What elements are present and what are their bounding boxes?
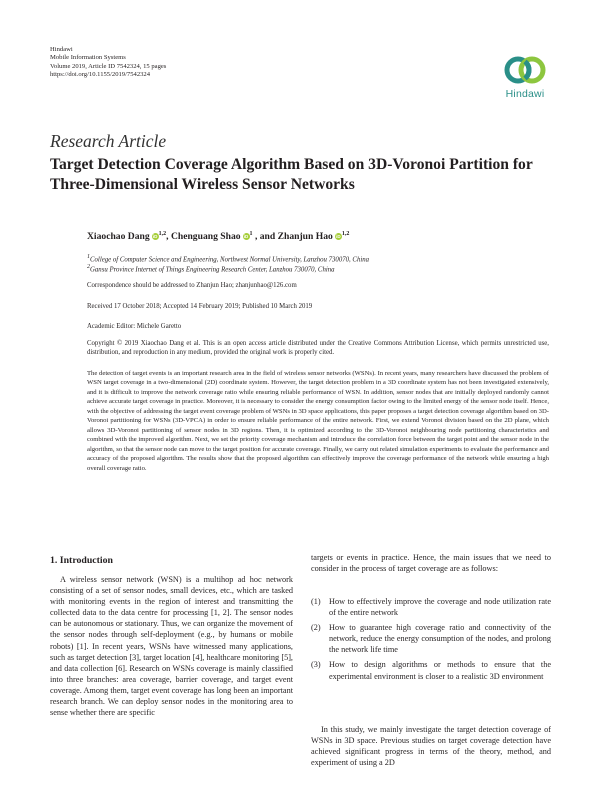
- affiliation-number: 1: [87, 254, 90, 260]
- list-item-text: How to guarantee high coverage ratio and connectivity of the network, reduce the energy consumption of the nodes, and prolong the network life time: [329, 623, 551, 655]
- list-item-text: How to design algorithms or methods to ensure that the experimental environment is closer to a realistic 3D environment: [329, 660, 551, 681]
- affiliation-text: Gansu Province Internet of Things Engineering Research Center, Lanzhou 730070, China: [90, 266, 335, 274]
- orcid-icon[interactable]: iD: [152, 234, 158, 240]
- affiliation-number: 2: [87, 264, 90, 270]
- author-affiliation: 1,2: [341, 231, 350, 237]
- abstract: The detection of target events is an important research area in the field of wireless sensor networks (WSNs). In recent years, many researchers have discussed the problem of WSN target coverage in a two-dimensional (2D) coordinate system. However, the target detection problem in a 3D coordinate system has not been investigated extensively, and it is difficult to improve the network coverage ratio while ensuring reliable performance of WSN. In addition, sensor nodes that are initially deployed randomly cannot achieve accurate target coverage in practice. Moreover, it is necessary to consider the energy consumption factor owing to the limited energy of the sensor node itself. Hence, with the objective of addressing the target event coverage problem of WSNs in 3D space applications, this paper proposes a target detection coverage algorithm based on 3D-Voronoi partitioning for WSNs (3D-VPCA) in order to ensure reliable performance of the entire network. First, we extend Voronoi division based on the 2D plane, which allows 3D-Voronoi partitioning of sensor nodes in 3D regions. Then, it is optimized according to the 3D-Voronoi neighbouring node partitioning characteristics and combined with the improved algorithm. Next, we set the priority coverage mechanism and introduce the correlation force between the target point and the sensor node in the algorithm, so that the sensor node can move to the target position for accurate coverage. Finally, we carry out related simulation experiments to evaluate the performance and accuracy of the proposed algorithm. The results show that the proposed algorithm can effectively improve the coverage performance of the network while ensuring a high overall coverage ratio.: [87, 370, 549, 472]
- journal-name: Mobile Information Systems: [50, 54, 126, 62]
- issues-list: [311, 596, 551, 686]
- publication-dates: Received 17 October 2018; Accepted 14 February 2019; Published 10 March 2019: [87, 303, 313, 310]
- affiliation-1: [87, 254, 369, 263]
- affiliation-2: [87, 264, 335, 273]
- intro-paragraph-right: targets or events in practice. Hence, the main issues that we need to consider in the process of target coverage are as follows:: [311, 553, 551, 574]
- author-separator: , and: [254, 231, 276, 243]
- list-item-number: (3): [311, 660, 321, 670]
- author-separator: ,: [166, 231, 169, 243]
- author-affiliation: 1: [249, 231, 253, 237]
- hindawi-logo: [497, 52, 553, 104]
- orcid-icon[interactable]: iD: [336, 234, 341, 240]
- doi-link[interactable]: https://doi.org/10.1155/2019/7542324: [50, 71, 151, 79]
- hindawi-logo-icon: [497, 52, 553, 88]
- article-type: Research Article: [50, 131, 167, 151]
- hindawi-logo-text: Hindawi: [505, 88, 545, 100]
- orcid-icon[interactable]: iD: [243, 234, 249, 240]
- journal-meta: [50, 46, 166, 80]
- list-item-text: How to effectively improve the coverage and node utilization rate of the entire network: [329, 597, 551, 618]
- list-item: [311, 596, 551, 618]
- author-name: Zhanjun Hao: [277, 231, 333, 243]
- list-item-number: (1): [311, 597, 321, 606]
- list-item-number: (2): [311, 623, 321, 633]
- publisher-name: Hindawi: [50, 46, 73, 53]
- list-item: [311, 659, 551, 681]
- article-title: Target Detection Coverage Algorithm Based on 3D-Voronoi Partition for Three-Dimensional Wireless Sensor Networks: [50, 156, 533, 193]
- list-item: [311, 622, 551, 655]
- author-name: Xiaochao Dang: [87, 231, 150, 243]
- author-affiliation: 1,2: [158, 231, 167, 237]
- author-name: Chenguang Shao: [170, 231, 241, 243]
- affiliation-text: College of Computer Science and Engineering, Northwest Normal University, Lanzhou 730070, China: [90, 256, 370, 264]
- correspondence: Correspondence should be addressed to Zhanjun Hao; zhanjunhao@126.com: [87, 282, 297, 289]
- academic-editor: Academic Editor: Michele Garetto: [87, 323, 182, 330]
- copyright-notice: Copyright © 2019 Xiaochao Dang et al. This is an open access article distributed under the Creative Commons Attribution License, which permits unrestricted use, distribution, and reproduction in any medium, provided the original work is properly cited.: [87, 340, 549, 357]
- author-list: [87, 231, 349, 242]
- intro-paragraph-left: A wireless sensor network (WSN) is a multihop ad hoc network consisting of a set of sensor nodes, small devices, etc., which are tasked with monitoring events in the region of interest and transmitting the collected data to the data centre for processing [1, 2]. The sensor nodes can be autonomous or stationary. Thus, we can organize the movement of the sensor nodes through self-deployment (e.g., by humans or mobile robots) [1]. In recent years, WSNs have witnessed many applications, such as target detection [3], target location [4], healthcare monitoring [5], and data collection [6]. Research on WSNs coverage is mainly classified into three branches: area coverage, barrier coverage, and target event coverage. Among them, target event coverage has long been an important research branch. We can deploy sensor nodes in the monitoring area to sense whether there are specific: [50, 575, 293, 718]
- section-heading: 1. Introduction: [50, 555, 113, 566]
- study-paragraph: In this study, we mainly investigate the target detection coverage of WSNs in 3D space. Previous studies on target coverage detection have achieved significant progress in terms of the theory, method, and experiment of using a 2D: [311, 725, 551, 768]
- volume-line: Volume 2019, Article ID 7542324, 15 pages: [50, 62, 167, 70]
